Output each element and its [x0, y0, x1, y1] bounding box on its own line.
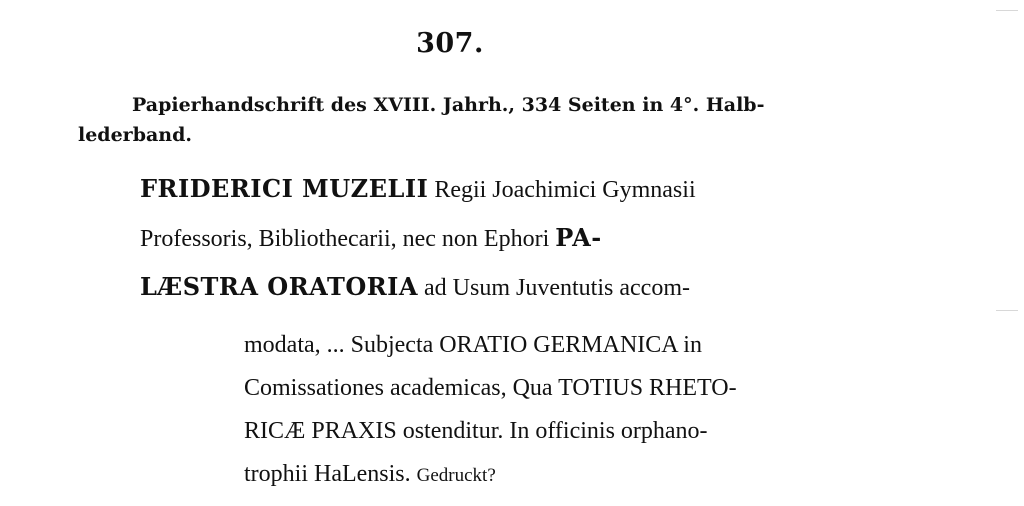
continuation-line-2: Comissationes academicas, Qua TOTIUS RHETO- [244, 375, 737, 401]
title-line-3 [140, 263, 840, 312]
continuation-line-4-text: trophii HaLensis. [244, 461, 417, 487]
description-line-1: Papierhandschrift des XVIII. Jahrh., 334 Seiten in 4°. Halb- [132, 94, 765, 116]
manuscript-description [78, 90, 838, 150]
continuation-line-4 [244, 453, 944, 497]
page-number: 307. [416, 28, 484, 59]
author-name: FRIDERICI MUZELII [140, 174, 429, 203]
printed-note: Gedruckt? [416, 465, 496, 486]
margin-mark [996, 310, 1018, 311]
title-block [140, 165, 840, 312]
title-line-2 [140, 214, 840, 263]
description-line-2: lederband. [78, 124, 192, 146]
work-title-end: LÆSTRA ORATORIA [140, 272, 419, 301]
continuation-line-1: modata, ... Subjecta ORATIO GERMANICA in [244, 332, 702, 358]
title-continuation [244, 324, 944, 497]
margin-mark [996, 10, 1018, 11]
continuation-line-3: RICÆ PRAXIS ostenditur. In officinis orphano- [244, 418, 708, 444]
title-line-3-text: ad Usum Juventutis accom- [418, 275, 690, 301]
work-title-start: PA- [555, 223, 602, 252]
title-line-2-text: Professoris, Bibliothecarii, nec non Ephori [140, 226, 556, 252]
title-line-1 [140, 165, 840, 214]
title-line-1-text: Regii Joachimici Gymnasii [428, 177, 696, 203]
